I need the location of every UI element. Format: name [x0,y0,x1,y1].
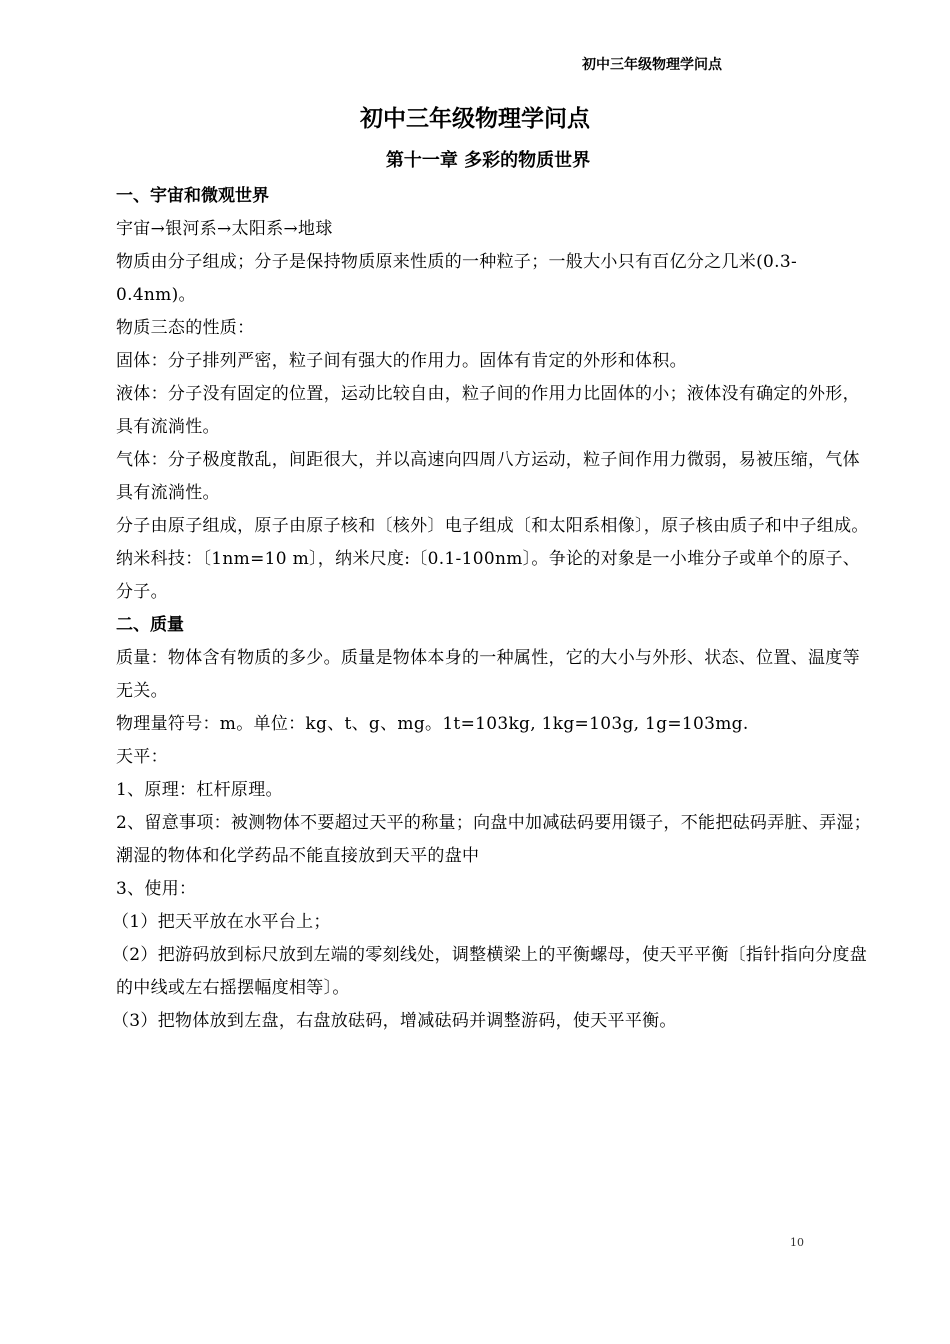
paragraph: （3）把物体放到左盘，右盘放砝码，增减砝码并调整游码，使天平平衡。 [112,1011,677,1031]
section-heading-universe: 一、宇宙和微观世界 [116,186,269,206]
paragraph: 物质三态的性质： [116,318,255,338]
paragraph: 1、原理：杠杆原理。 [116,780,283,800]
chapter-title: 第十一章 多彩的物质世界 [385,150,591,171]
document-body [112,180,876,1038]
paragraph: 3、使用： [116,879,197,899]
running-header: 初中三年级物理学问点 [582,57,722,73]
document-title: 初中三年级物理学问点 [360,106,590,132]
paragraph: （1）把天平放在水平台上； [112,912,331,932]
paragraph: （2）把游码放到标尺放到左端的零刻线处，调整横梁上的平衡螺母，使天平平衡〔指针指向分度盘的中线或左右摇摆幅度相等〕。 [112,945,868,998]
paragraph: 固体：分子排列严密，粒子间有强大的作用力。固体有肯定的外形和体积。 [116,351,687,371]
section-heading-mass: 二、质量 [116,615,184,635]
page-number: 10 [790,1236,804,1249]
paragraph: 天平： [116,747,168,767]
paragraph: 气体：分子极度散乱，间距很大，并以高速向四周八方运动，粒子间作用力微弱，易被压缩，气体具有流淌性。 [116,450,860,503]
paragraph: 2、留意事项：被测物体不要超过天平的称量；向盘中加减砝码要用镊子，不能把砝码弄脏、弄湿；潮湿的物体和化学药品不能直接放到天平的盘中 [116,813,872,866]
paragraph: 纳米科技：〔1nm=10 m〕，纳米尺度:〔0.1-100nm〕。争论的对象是一小堆分子或单个的原子、分子。 [116,549,861,602]
paragraph: 物质由分子组成；分子是保持物质原来性质的一种粒子；一般大小只有百亿分之几米(0.3-0.4nm)。 [116,252,798,305]
paragraph: 物理量符号：m。单位：kg、t、g、mg。1t=103kg, 1kg=103g, 1g=103mg. [116,714,749,734]
paragraph: 质量：物体含有物质的多少。质量是物体本身的一种属性，它的大小与外形、状态、位置、温度等无关。 [116,648,860,701]
paragraph: 液体：分子没有固定的位置，运动比较自由，粒子间的作用力比固体的小；液体没有确定的外形，具有流淌性。 [116,384,860,437]
paragraph: 分子由原子组成，原子由原子核和〔核外〕电子组成〔和太阳系相像〕，原子核由质子和中子组成。 [116,516,869,536]
paragraph: 宇宙→银河系→太阳系→地球 [116,219,333,239]
